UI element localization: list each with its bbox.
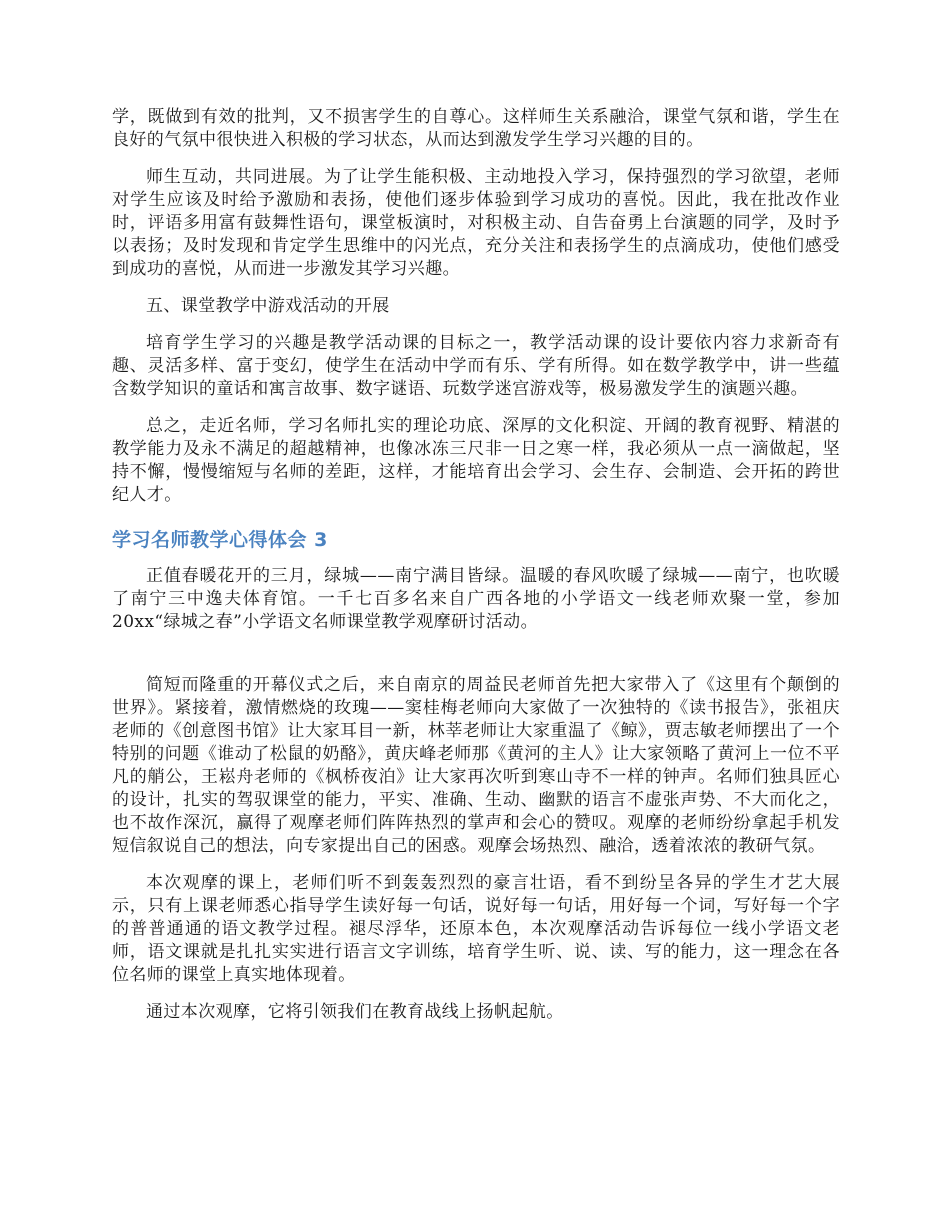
paragraph-opening-ceremony: 简短而隆重的开幕仪式之后，来自南京的周益民老师首先把大家带入了《这里有个颠倒的世界》。紧接着，激情燃烧的玫瑰——窦桂梅老师向大家做了一次独特的《读书报告》，张祖庆老师的《创意图书馆》让大家耳目一新，林莘老师让大家重温了《鲸》，贾志敏老师摆出了一个特别的问题《谁动了松鼠的奶酪》，黄庆峰老师那《黄河的主人》让大家领略了黄河上一位不平凡的艄公，王崧舟老师的《枫桥夜泊》让大家再次听到寒山寺不一样的钟声。名师们独具匠心的设计，扎实的驾驭课堂的能力，平实、准确、生动、幽默的语言不虚张声势、不大而化之，也不故作深沉，赢得了观摩老师们阵阵热烈的掌声和会心的赞叹。观摩的老师纷纷拿起手机发短信叙说自己的想法，向专家提出自己的困惑。观摩会场热烈、融洽，透着浓浓的教研气氛。 — [112, 675, 840, 856]
section-title: 学习名师教学心得体会 3 — [112, 529, 328, 551]
blank-line — [112, 648, 840, 674]
paragraph-continuation: 学，既做到有效的批判，又不损害学生的自尊心。这样师生关系融洽，课堂气氛和谐，学生在良好的气氛中很快进入积极的学习状态，从而达到激发学生学习兴趣的目的。 — [112, 107, 840, 150]
paragraph-spring-event: 正值春暖花开的三月，绿城——南宁满目皆绿。温暖的春风吹暖了绿城——南宁，也吹暖了南宁三中逸夫体育馆。一千七百多名来自广西各地的小学语文一线老师欢聚一堂，参加 20xx“绿城之春”小学语文名师课堂教学观摩研讨活动。 — [112, 566, 840, 632]
paragraph-closing: 通过本次观摩，它将引领我们在教育战线上扬帆起航。 — [146, 1002, 564, 1022]
subheading-game-activities: 五、课堂教学中游戏活动的开展 — [146, 296, 390, 316]
paragraph-cultivate-interest: 培育学生学习的兴趣是教学活动课的目标之一，教学活动课的设计要依内容力求新奇有趣、灵活多样、富于变幻，使学生在活动中学而有乐、学有所得。如在数学教学中，讲一些蕴含数学知识的童话和寓言故事、数字谜语、玩数学迷宫游戏等，极易激发学生的演题兴趣。 — [112, 333, 840, 399]
paragraph-observation-class: 本次观摩的课上，老师们听不到轰轰烈烈的豪言壮语，看不到纷呈各异的学生才艺大展示，只有上课老师悉心指导学生读好每一句话，说好每一句话，用好每一个词，写好每一个字的普普通通的语文教学过程。褪尽浮华，还原本色，本次观摩活动告诉每位一线小学语文老师，语文课就是扎扎实实进行语言文字训练，培育学生听、说、读、写的能力，这一理念在各位名师的课堂上真实地体现着。 — [112, 873, 840, 985]
paragraph-teacher-student-interaction: 师生互动，共同进展。为了让学生能积极、主动地投入学习，保持强烈的学习欲望，老师对学生应该及时给予激励和表扬，使他们逐步体验到学习成功的喜悦。因此，我在批改作业时，评语多用富有鼓舞性语句，课堂板演时，对积极主动、自告奋勇上台演题的同学，及时予以表扬；及时发现和肯定学生思维中的闪光点，充分关注和表扬学生的点滴成功，使他们感受到成功的喜悦，从而进一步激发其学习兴趣。 — [112, 167, 840, 279]
paragraph-conclusion: 总之，走近名师，学习名师扎实的理论功底、深厚的文化积淀、开阔的教育视野、精湛的教学能力及永不满足的超越精神，也像冰冻三尺非一日之寒一样，我必须从一点一滴做起，坚持不懈，慢慢缩短与名师的差距，这样，才能培育出会学习、会生存、会制造、会开拓的跨世纪人才。 — [112, 416, 840, 505]
document-page — [112, 106, 840, 1038]
